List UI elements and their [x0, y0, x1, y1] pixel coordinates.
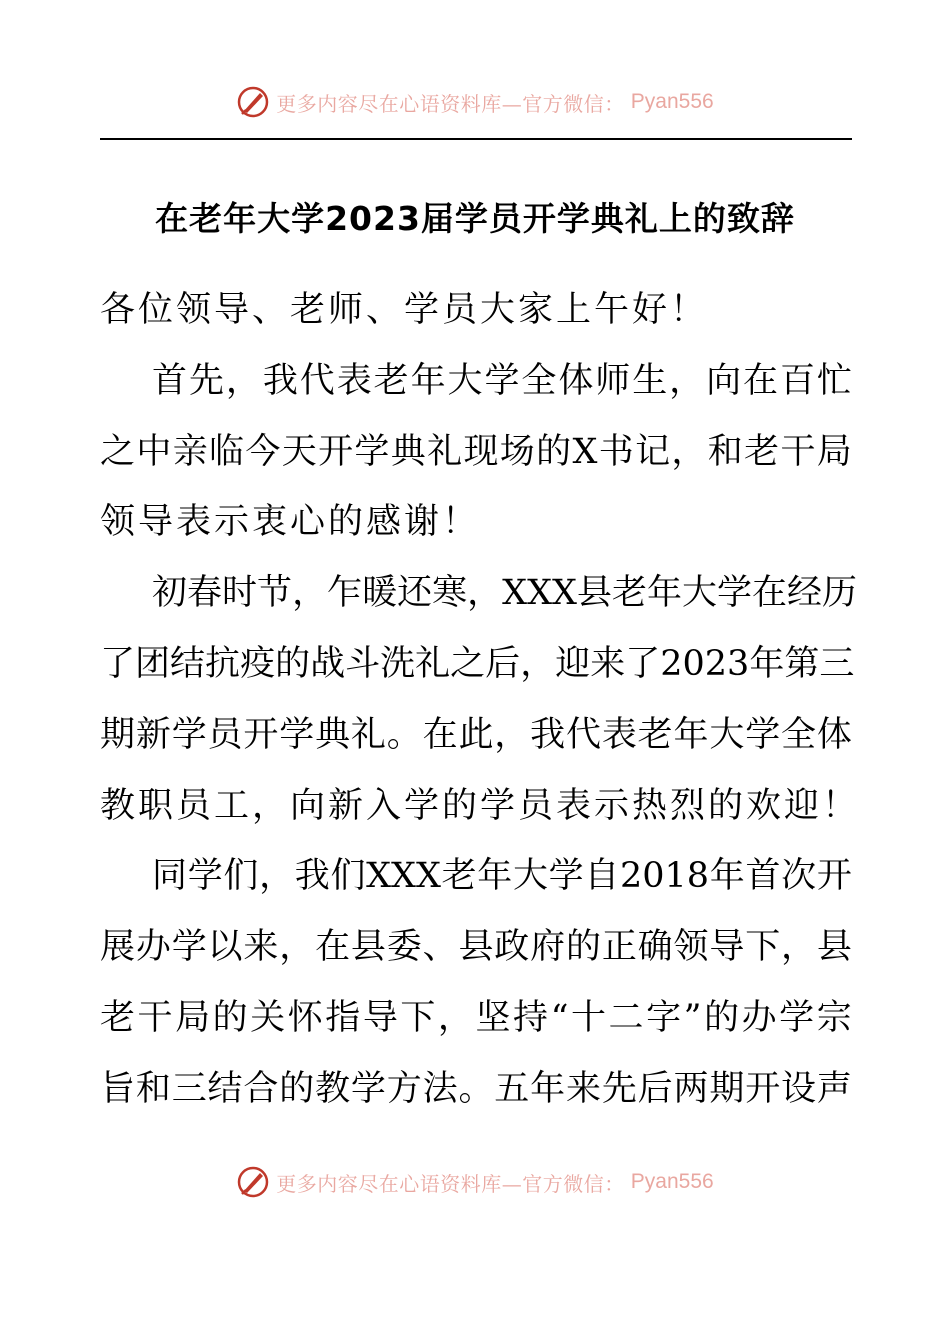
watermark-text: 更多内容尽在心语资料库—官方微信： — [276, 1171, 625, 1196]
text-line: 旨 和 三 结 合 的 教 学 方 法 。 五 年 来 先 后 两 期 开 设 声 — [100, 1068, 852, 1109]
text-line: 之 中 亲 临 今 天 开 学 典 礼 现 场 的 X 书 记 ， 和 老 干 局 — [100, 431, 852, 472]
text-line: 展 办 学 以 来 ， 在 县 委 、 县 政 府 的 正 确 领 导 下 ， 县 — [100, 927, 852, 968]
text-line: 初 春 时 节 ， 乍 暖 还 寒 ， XXX 县 老 年 大 学 在 经 历 — [152, 573, 858, 614]
text-line: 首 先 ， 我 代 表 老 年 大 学 全 体 师 生 ， 向 在 百 忙 — [152, 360, 852, 401]
text-line: 了 团 结 抗 疫 的 战 斗 洗 礼 之 后 ， 迎 来 了 2023 年 第 三 — [100, 643, 855, 684]
text-line: 同 学 们 ， 我 们 XXX 老 年 大 学 自 2018 年 首 次 开 — [152, 856, 852, 897]
footer-watermark — [0, 1162, 950, 1202]
text-line: 各位领导、老师、学员大家上午好！ — [100, 290, 709, 330]
quill-logo-icon — [236, 1165, 270, 1199]
header-watermark — [0, 82, 950, 122]
text-line: 期 新 学 员 开 学 典 礼 。 在 此 ， 我 代 表 老 年 大 学 全 体 — [100, 714, 852, 755]
document-title: 在老年大学2023届学员开学典礼上的致辞 — [155, 199, 795, 238]
text-line: 教职员工，向新入学的学员表示热烈的欢迎！ — [100, 785, 861, 826]
watermark-wechat-id: Pyan556 — [630, 90, 714, 113]
watermark-wechat-id: Pyan556 — [630, 1170, 714, 1193]
text-line: 老 干 局 的 关 怀 指 导 下 ， 坚 持 “ 十 二 字 ” 的 办 学 宗 — [100, 997, 852, 1038]
text-line: 领导表示衷心的感谢！ — [100, 502, 481, 543]
header-divider — [100, 138, 852, 140]
watermark-text: 更多内容尽在心语资料库—官方微信： — [276, 91, 625, 116]
quill-logo-icon — [236, 85, 270, 119]
speech-body — [100, 282, 861, 1132]
